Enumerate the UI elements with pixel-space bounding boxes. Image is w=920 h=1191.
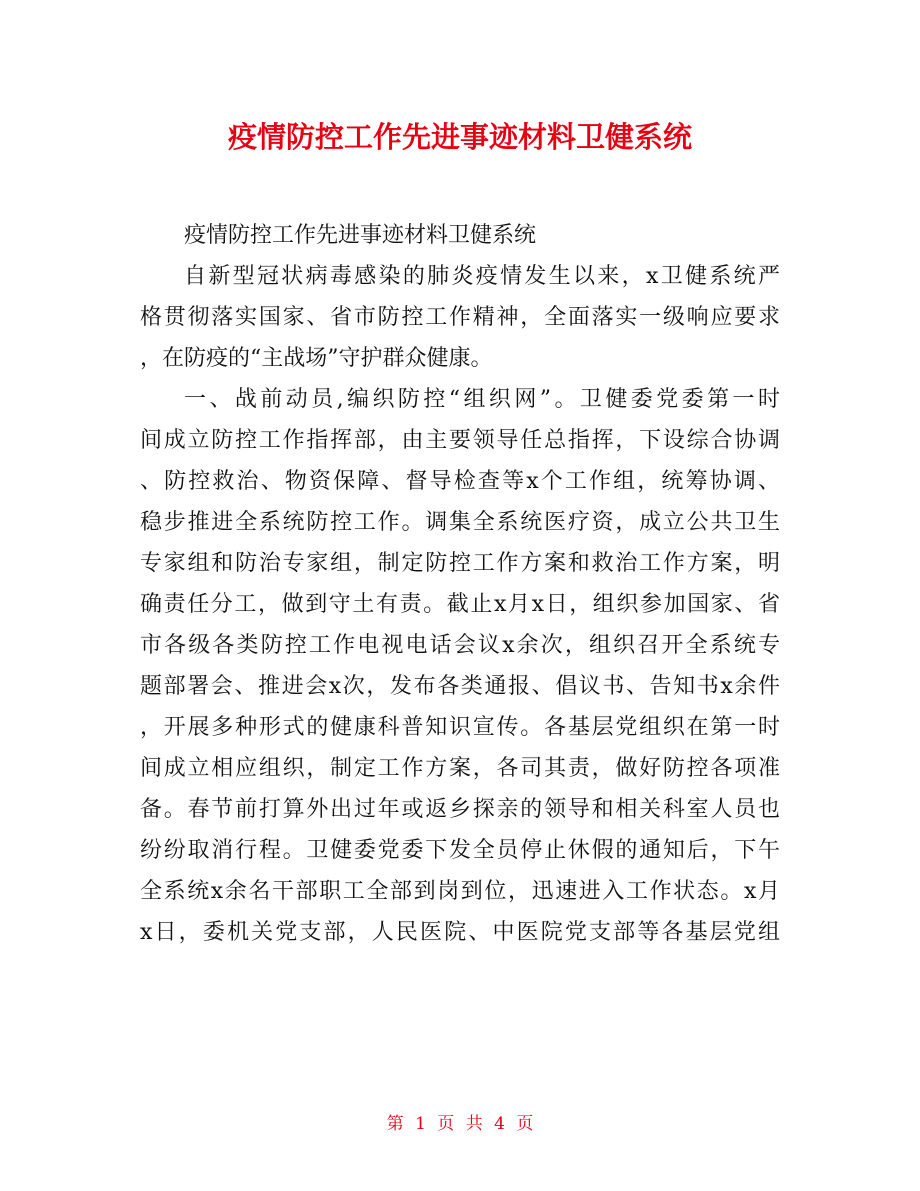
text-line: 市各级各类防控工作电视电话会议x余次，组织召开全系统专 <box>140 633 780 658</box>
text-line: 题部署会、推进会x次，发布各类通报、倡议书、告知书x余件 <box>140 674 780 699</box>
text-line: x日，委机关党支部，人民医院、中医院党支部等各基层党组 <box>140 920 780 945</box>
text-line: 全系统x余名干部职工全部到岗到位，迅速进入工作状态。x月 <box>140 879 780 904</box>
text-line: 格贯彻落实国家、省市防控工作精神，全面落实一级响应要求 <box>140 305 780 330</box>
text-line: 间成立相应组织，制定工作方案，各司其责，做好防控各项准 <box>140 756 780 781</box>
text-line: 一、战前动员,编织防控“组织网”。卫健委党委第一时 <box>184 387 780 412</box>
text-line: ，在防疫的“主战场”守护群众健康。 <box>140 346 493 371</box>
text-line: 备。春节前打算外出过年或返乡探亲的领导和相关科室人员也 <box>140 797 780 822</box>
document-title: 疫情防控工作先进事迹材料卫健系统 <box>227 120 692 154</box>
text-line: 确责任分工，做到守土有责。截止x月x日，组织参加国家、省 <box>140 592 780 617</box>
page-footer: 第 1 页 共 4 页 <box>386 1114 534 1134</box>
text-line: 间成立防控工作指挥部，由主要领导任总指挥，下设综合协调 <box>140 428 780 453</box>
document-body <box>140 215 780 953</box>
text-line: 专家组和防治专家组，制定防控工作方案和救治工作方案，明 <box>140 551 780 576</box>
text-line: 、防控救治、物资保障、督导检查等x个工作组，统筹协调、 <box>140 469 780 494</box>
text-line: 稳步推进全系统防控工作。调集全系统医疗资，成立公共卫生 <box>140 510 780 535</box>
text-line: 纷纷取消行程。卫健委党委下发全员停止休假的通知后，下午 <box>140 838 780 863</box>
text-line: 疫情防控工作先进事迹材料卫健系统 <box>184 223 537 248</box>
text-line: 自新型冠状病毒感染的肺炎疫情发生以来，x卫健系统严 <box>184 264 780 289</box>
text-line: ，开展多种形式的健康科普知识宣传。各基层党组织在第一时 <box>140 715 780 740</box>
